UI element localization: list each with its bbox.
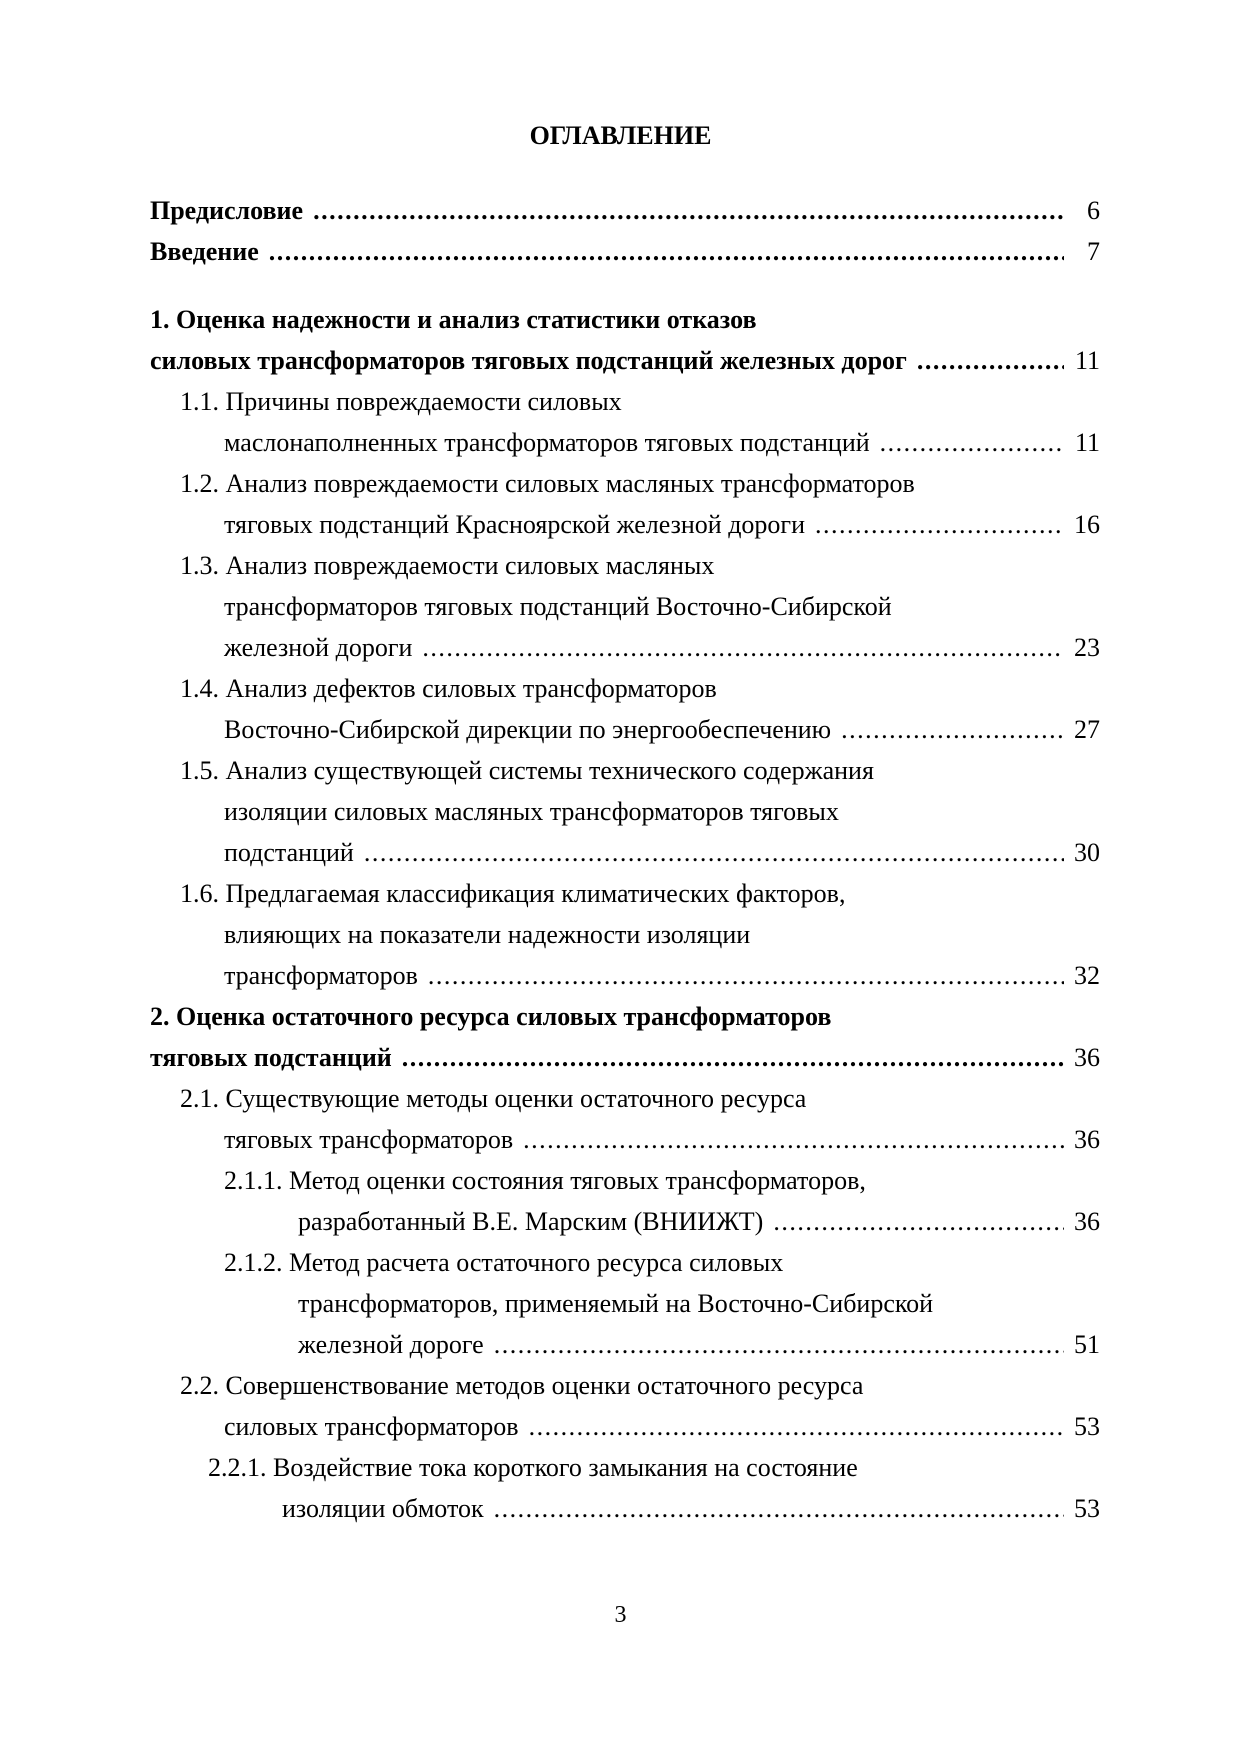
toc-entry-title: влияющих на показатели надежности изоляции [224,920,751,949]
toc-page-number: 53 [1074,1412,1100,1441]
toc-entry-title: 1.5. Анализ существующей системы технического содержания [180,756,874,785]
toc-entry-title: подстанций [224,838,354,867]
toc-line [150,586,1100,627]
table-of-contents [150,190,1100,1529]
toc-entry [150,668,1100,750]
toc-line [150,1201,1100,1242]
toc-line [150,1078,1100,1119]
toc-entry-title: 1.3. Анализ повреждаемости силовых масляных [180,551,715,580]
toc-page-number: 53 [1074,1494,1100,1523]
toc-entry [150,545,1100,668]
toc-line [150,1283,1100,1324]
toc-page-number: 16 [1074,510,1100,539]
dot-leader [313,190,1064,231]
dot-leader [815,504,1064,545]
toc-line [150,1365,1100,1406]
toc-entry-title: 2.1. Существующие методы оценки остаточного ресурса [180,1084,807,1113]
toc-line [150,1037,1100,1078]
toc-line [150,190,1100,231]
toc-entry [150,1365,1100,1447]
toc-page-number: 32 [1074,961,1100,990]
dot-leader [269,231,1064,272]
toc-entry [150,1242,1100,1365]
toc-entry [150,1160,1100,1242]
toc-entry-title: разработанный В.Е. Марским (ВНИИЖТ) [298,1207,764,1236]
dot-leader [494,1324,1064,1365]
toc-entry-title: железной дороги [224,633,413,662]
toc-line [150,1406,1100,1447]
toc-line [150,504,1100,545]
dot-leader [364,832,1064,873]
toc-page-number: 11 [1074,346,1100,375]
toc-entry-title: силовых трансформаторов тяговых подстанций железных дорог [150,346,907,375]
toc-entry [150,1078,1100,1160]
toc-entry-title: 2.2. Совершенствование методов оценки остаточного ресурса [180,1371,864,1400]
dot-leader [880,422,1064,463]
toc-page-number: 36 [1074,1043,1100,1072]
toc-entry-title: 1.4. Анализ дефектов силовых трансформаторов [180,674,717,703]
toc-entry [150,750,1100,873]
toc-entry [150,463,1100,545]
toc-page-number: 36 [1074,1207,1100,1236]
toc-line [150,791,1100,832]
dot-leader [773,1201,1064,1242]
toc-entry-title: тяговых подстанций [150,1043,392,1072]
toc-line [150,545,1100,586]
toc-page-number: 30 [1074,838,1100,867]
toc-line [150,1488,1100,1529]
toc-page-number: 36 [1074,1125,1100,1154]
dot-leader [529,1406,1064,1447]
toc-line [150,955,1100,996]
toc-line [150,422,1100,463]
toc-entry-title: 1.6. Предлагаемая классификация климатических факторов, [180,879,846,908]
dot-leader [422,627,1064,668]
toc-line [150,381,1100,422]
toc-line [150,1160,1100,1201]
toc-entry-title: 2.1.1. Метод оценки состояния тяговых трансформаторов, [224,1166,866,1195]
toc-entry-title: тяговых трансформаторов [224,1125,514,1154]
toc-line [150,914,1100,955]
page-title: ОГЛАВЛЕНИЕ [529,121,712,150]
toc-entry-title: трансформаторов тяговых подстанций Восточно-Сибирской [224,592,892,621]
toc-line [150,668,1100,709]
dot-leader [841,709,1064,750]
section-gap [150,272,1100,299]
toc-line [150,750,1100,791]
toc-page-number: 11 [1074,428,1100,457]
toc-entry-title: 1.1. Причины повреждаемости силовых [180,387,622,416]
toc-entry [150,190,1100,231]
toc-page-number: 23 [1074,633,1100,662]
toc-line [150,340,1100,381]
toc-line [150,873,1100,914]
toc-page-number: 51 [1074,1330,1100,1359]
toc-entry-title: тяговых подстанций Красноярской железной дороги [224,510,806,539]
dot-leader [523,1119,1064,1160]
toc-line [150,1242,1100,1283]
toc-entry [150,996,1100,1078]
toc-entry-title: 2. Оценка остаточного ресурса силовых трансформаторов [150,1002,832,1031]
toc-page-number: 6 [1087,196,1100,225]
toc-line [150,832,1100,873]
dot-leader [402,1037,1064,1078]
toc-entry-title: изоляции обмоток [282,1494,484,1523]
toc-entry-title: Предисловие [150,196,304,225]
toc-entry-title: 2.2.1. Воздействие тока короткого замыкания на состояние [208,1453,858,1482]
toc-line [150,231,1100,272]
toc-entry-title: 2.1.2. Метод расчета остаточного ресурса силовых [224,1248,784,1277]
dot-leader [494,1488,1064,1529]
toc-entry-title: железной дороге [298,1330,484,1359]
toc-entry-title: 1. Оценка надежности и анализ статистики отказов [150,305,757,334]
page-number: 3 [614,1602,627,1628]
toc-line [150,1447,1100,1488]
toc-line [150,1119,1100,1160]
toc-entry-title: маслонаполненных трансформаторов тяговых подстанций [224,428,870,457]
toc-line [150,627,1100,668]
toc-entry [150,299,1100,381]
toc-entry [150,873,1100,996]
toc-entry-title: изоляции силовых масляных трансформаторов тяговых [224,797,839,826]
toc-entry [150,231,1100,272]
toc-entry [150,381,1100,463]
toc-entry-title: Восточно-Сибирской дирекции по энергообеспечению [224,715,832,744]
toc-entry-title: трансформаторов [224,961,418,990]
toc-entry-title: Введение [150,237,259,266]
toc-line [150,463,1100,504]
toc-entry-title: 1.2. Анализ повреждаемости силовых масляных трансформаторов [180,469,915,498]
toc-line [150,996,1100,1037]
toc-page-number: 27 [1074,715,1100,744]
toc-entry-title: трансформаторов, применяемый на Восточно-Сибирской [298,1289,934,1318]
toc-page-number: 7 [1087,237,1100,266]
toc-line [150,709,1100,750]
toc-line [150,299,1100,340]
toc-line [150,1324,1100,1365]
toc-entry-title: силовых трансформаторов [224,1412,519,1441]
toc-entry [150,1447,1100,1529]
dot-leader [917,340,1064,381]
dot-leader [428,955,1064,996]
